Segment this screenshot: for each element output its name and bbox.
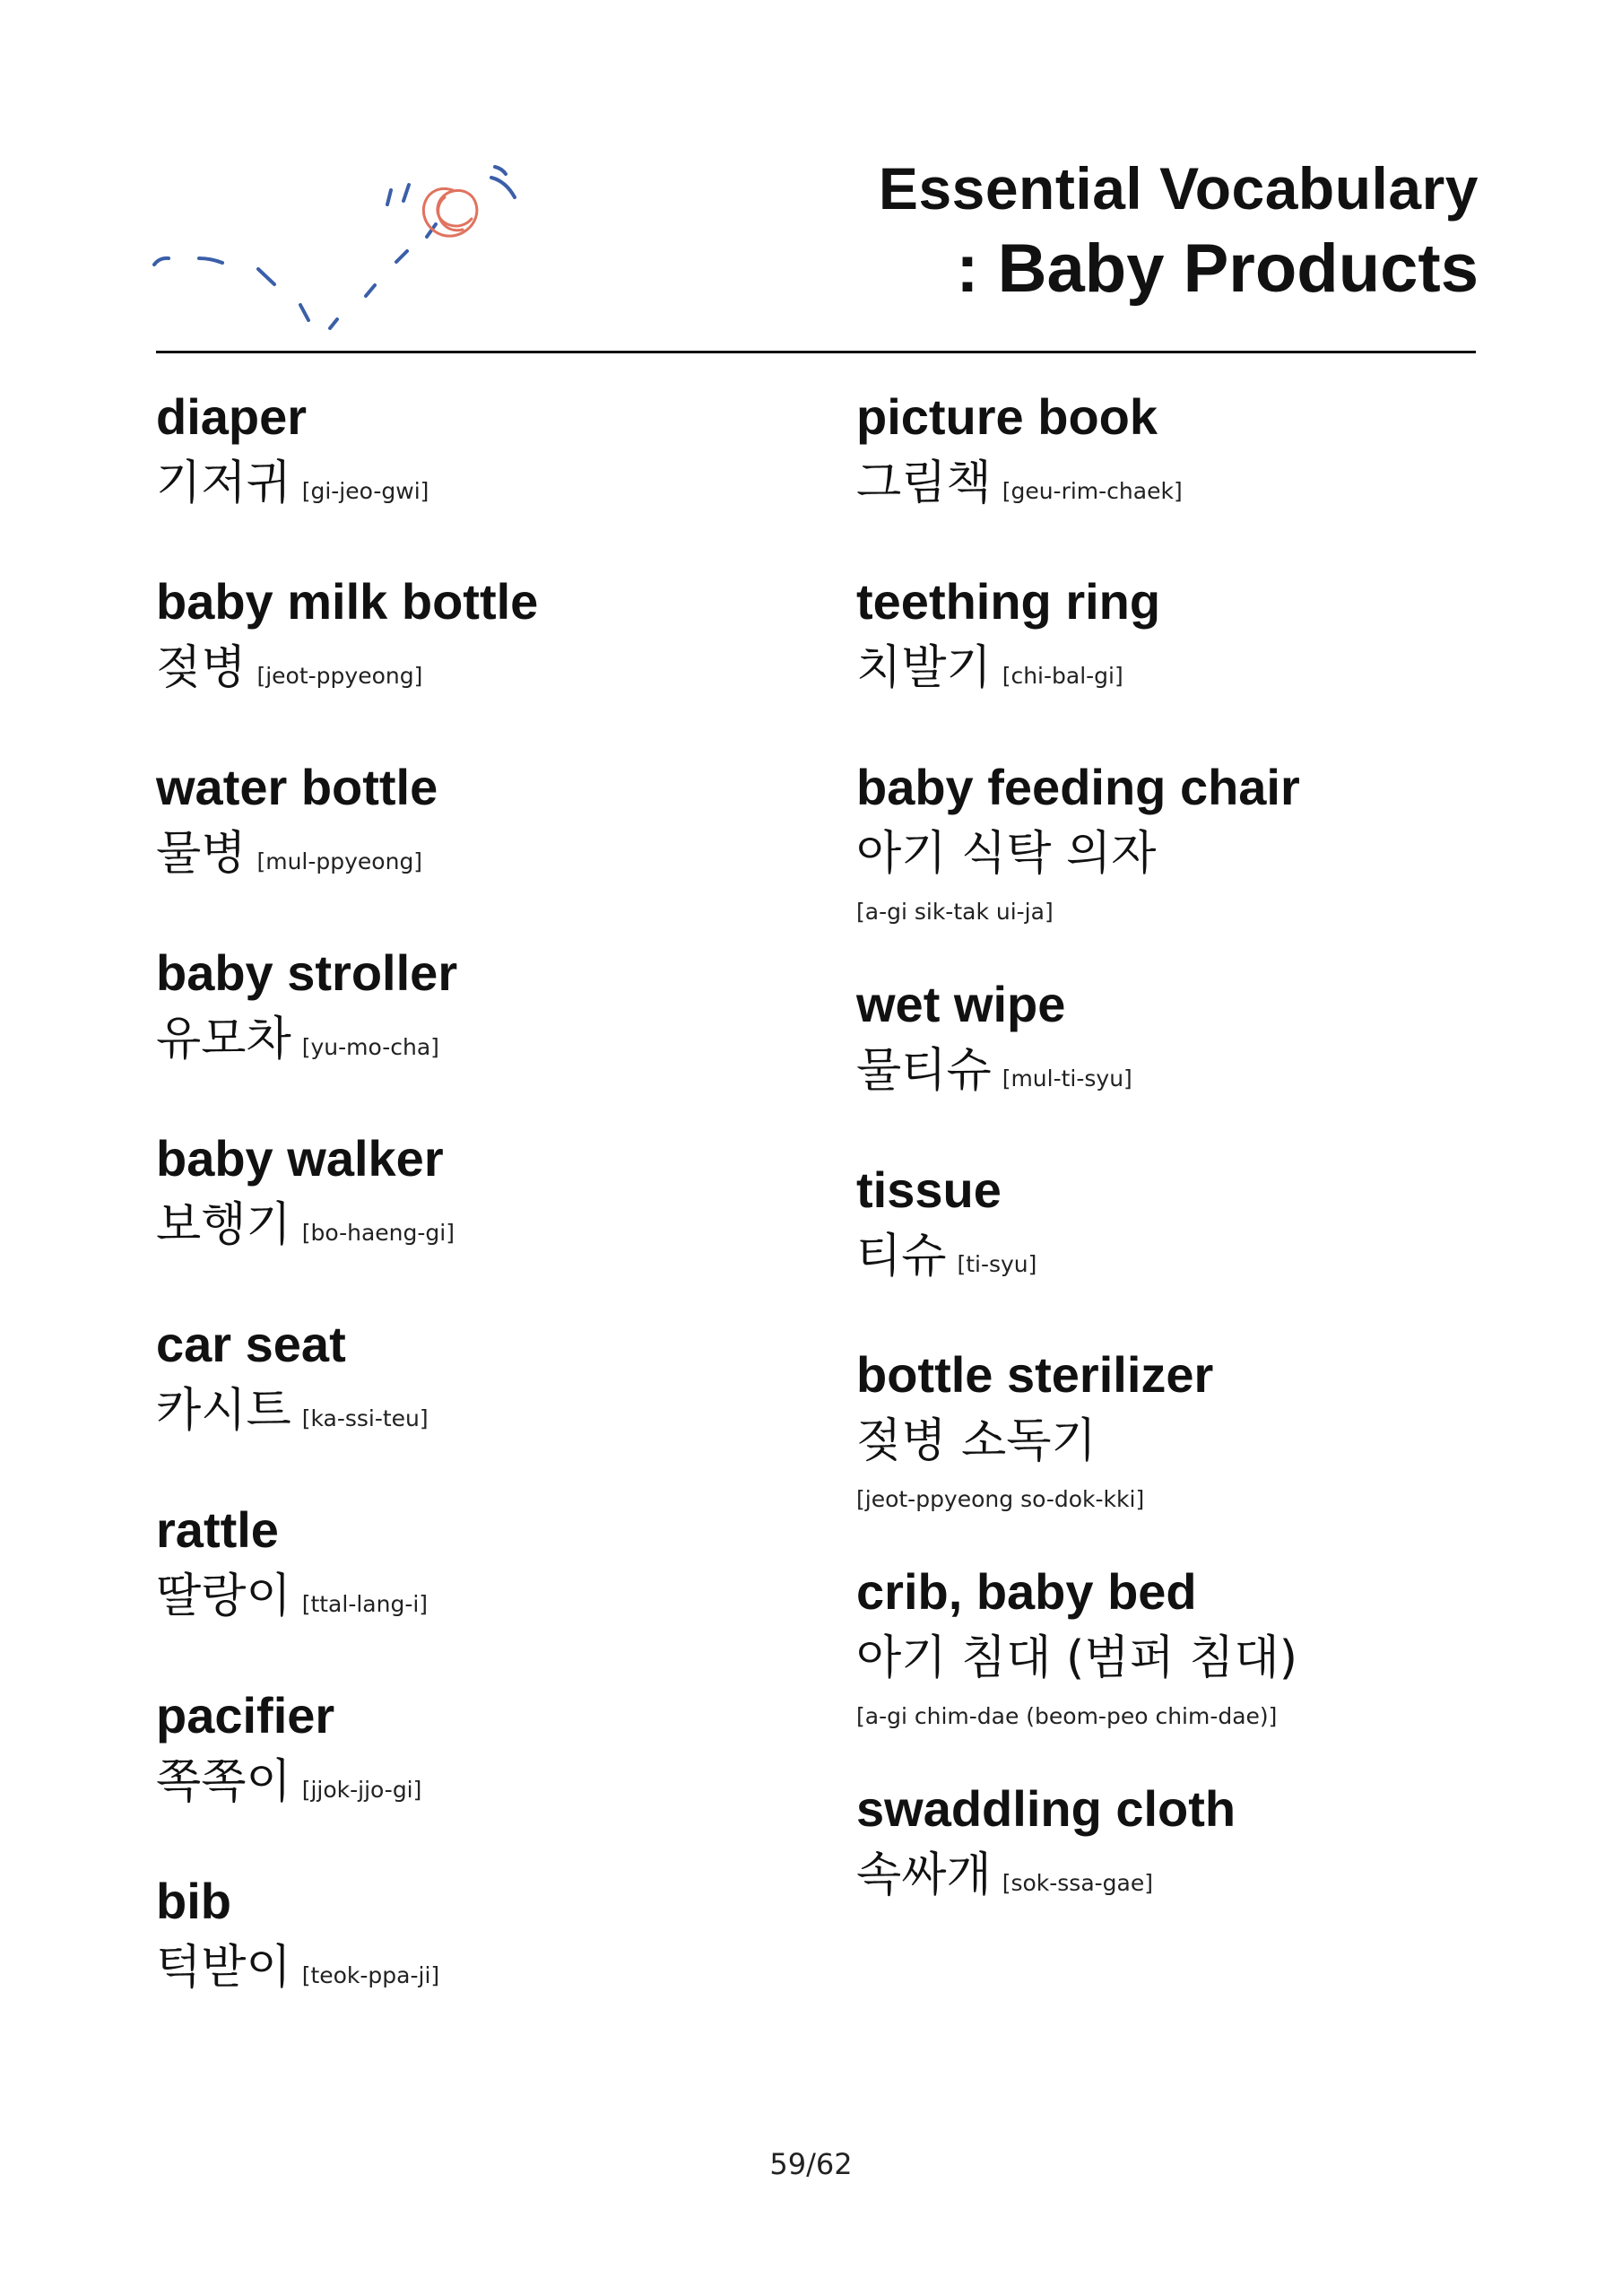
korean-line	[156, 1565, 802, 1639]
korean-word: 속싸개	[856, 1848, 992, 1902]
korean-line	[156, 1751, 802, 1825]
romanization: [bo-haeng-gi]	[301, 1220, 455, 1246]
romanization: [jeot-ppyeong so-dok-kki]	[856, 1486, 1145, 1512]
vocab-entry	[856, 386, 1484, 526]
korean-word: 그림책	[856, 457, 992, 510]
korean-word: 카시트	[156, 1384, 291, 1438]
english-word: teething ring	[856, 573, 1161, 630]
vocab-entry	[856, 973, 1484, 1114]
english-word: baby walker	[156, 1130, 444, 1187]
korean-word: 티슈	[856, 1230, 947, 1283]
vocab-entry	[156, 570, 802, 711]
korean-word: 아기 식탁 의자	[856, 827, 1157, 881]
page-subtitle: : Baby Products	[956, 230, 1479, 307]
vocab-entry	[156, 1313, 802, 1454]
english-word: wet wipe	[856, 976, 1066, 1032]
vocab-entry	[856, 570, 1484, 711]
korean-line	[856, 1039, 1484, 1114]
korean-line	[856, 452, 1484, 526]
korean-line	[856, 1627, 1484, 1701]
english-word: water bottle	[156, 759, 438, 815]
romanization: [mul-ppyeong]	[256, 848, 423, 874]
korean-word: 물티슈	[856, 1044, 992, 1098]
korean-line	[856, 1844, 1484, 1918]
korean-word: 물병	[156, 827, 247, 881]
vocab-entry	[156, 1684, 802, 1825]
vocab-entry	[856, 1561, 1484, 1732]
english-word: baby feeding chair	[856, 759, 1300, 815]
vocab-entry	[156, 1870, 802, 2011]
vocab-entry	[856, 1159, 1484, 1300]
page-number: 59/62	[769, 2147, 853, 2181]
vocab-entry	[856, 756, 1484, 927]
english-word: picture book	[856, 388, 1158, 445]
korean-word: 아기 침대 (범퍼 침대)	[856, 1631, 1298, 1685]
english-word: pacifier	[156, 1687, 335, 1744]
korean-word: 젖병	[156, 641, 247, 695]
page-title: Essential Vocabulary	[878, 155, 1479, 222]
korean-word: 보행기	[156, 1198, 291, 1252]
korean-word: 쪽쪽이	[156, 1755, 291, 1809]
vocab-entry	[156, 1499, 802, 1639]
romanization: [jeot-ppyeong]	[256, 663, 423, 689]
korean-line	[156, 1936, 802, 2011]
vocab-entry	[856, 1344, 1484, 1515]
header-divider	[156, 351, 1476, 353]
korean-word: 턱받이	[156, 1941, 291, 1995]
korean-line	[856, 1410, 1484, 1484]
romanization: [jjok-jjo-gi]	[301, 1777, 422, 1803]
english-word: swaddling cloth	[856, 1780, 1236, 1837]
english-word: crib, baby bed	[856, 1563, 1197, 1620]
korean-line	[856, 1225, 1484, 1300]
english-word: bib	[156, 1873, 231, 1929]
english-word: baby milk bottle	[156, 573, 539, 630]
vocab-entry	[156, 1127, 802, 1268]
korean-word: 딸랑이	[156, 1570, 291, 1623]
romanization: [ttal-lang-i]	[301, 1591, 429, 1617]
romanization: [sok-ssa-gae]	[1002, 1870, 1153, 1896]
korean-word: 기저귀	[156, 457, 291, 510]
vocab-entry	[856, 1778, 1484, 1918]
vocab-entry	[156, 386, 802, 526]
korean-line	[856, 822, 1484, 897]
title-block	[879, 152, 1479, 314]
korean-word: 치발기	[856, 641, 992, 695]
english-word: diaper	[156, 388, 308, 445]
korean-line	[156, 822, 802, 897]
romanization: [teok-ppa-ji]	[301, 1962, 440, 1988]
korean-line	[856, 637, 1484, 711]
korean-line	[156, 637, 802, 711]
korean-line	[156, 1008, 802, 1083]
romanization: [a-gi chim-dae (beom-peo chim-dae)]	[856, 1703, 1278, 1729]
english-word: car seat	[156, 1316, 346, 1372]
english-word: bottle sterilizer	[856, 1346, 1214, 1403]
doodle-illustration	[143, 161, 538, 359]
romanization: [geu-rim-chaek]	[1002, 478, 1183, 504]
romanization: [ka-ssi-teu]	[301, 1405, 429, 1431]
english-word: baby stroller	[156, 944, 458, 1001]
english-word: tissue	[856, 1161, 1002, 1218]
vocab-entry	[156, 756, 802, 897]
korean-line	[156, 1194, 802, 1268]
korean-word: 젖병 소독기	[856, 1414, 1097, 1468]
korean-line	[156, 452, 802, 526]
romanization: [yu-mo-cha]	[301, 1034, 439, 1060]
romanization: [a-gi sik-tak ui-ja]	[856, 899, 1054, 925]
romanization: [mul-ti-syu]	[1002, 1065, 1132, 1091]
korean-word: 유모차	[156, 1013, 291, 1066]
romanization: [ti-syu]	[957, 1251, 1037, 1277]
vocab-entry	[156, 942, 802, 1083]
english-word: rattle	[156, 1501, 279, 1558]
korean-line	[156, 1379, 802, 1454]
romanization: [chi-bal-gi]	[1002, 663, 1123, 689]
romanization: [gi-jeo-gwi]	[301, 478, 429, 504]
